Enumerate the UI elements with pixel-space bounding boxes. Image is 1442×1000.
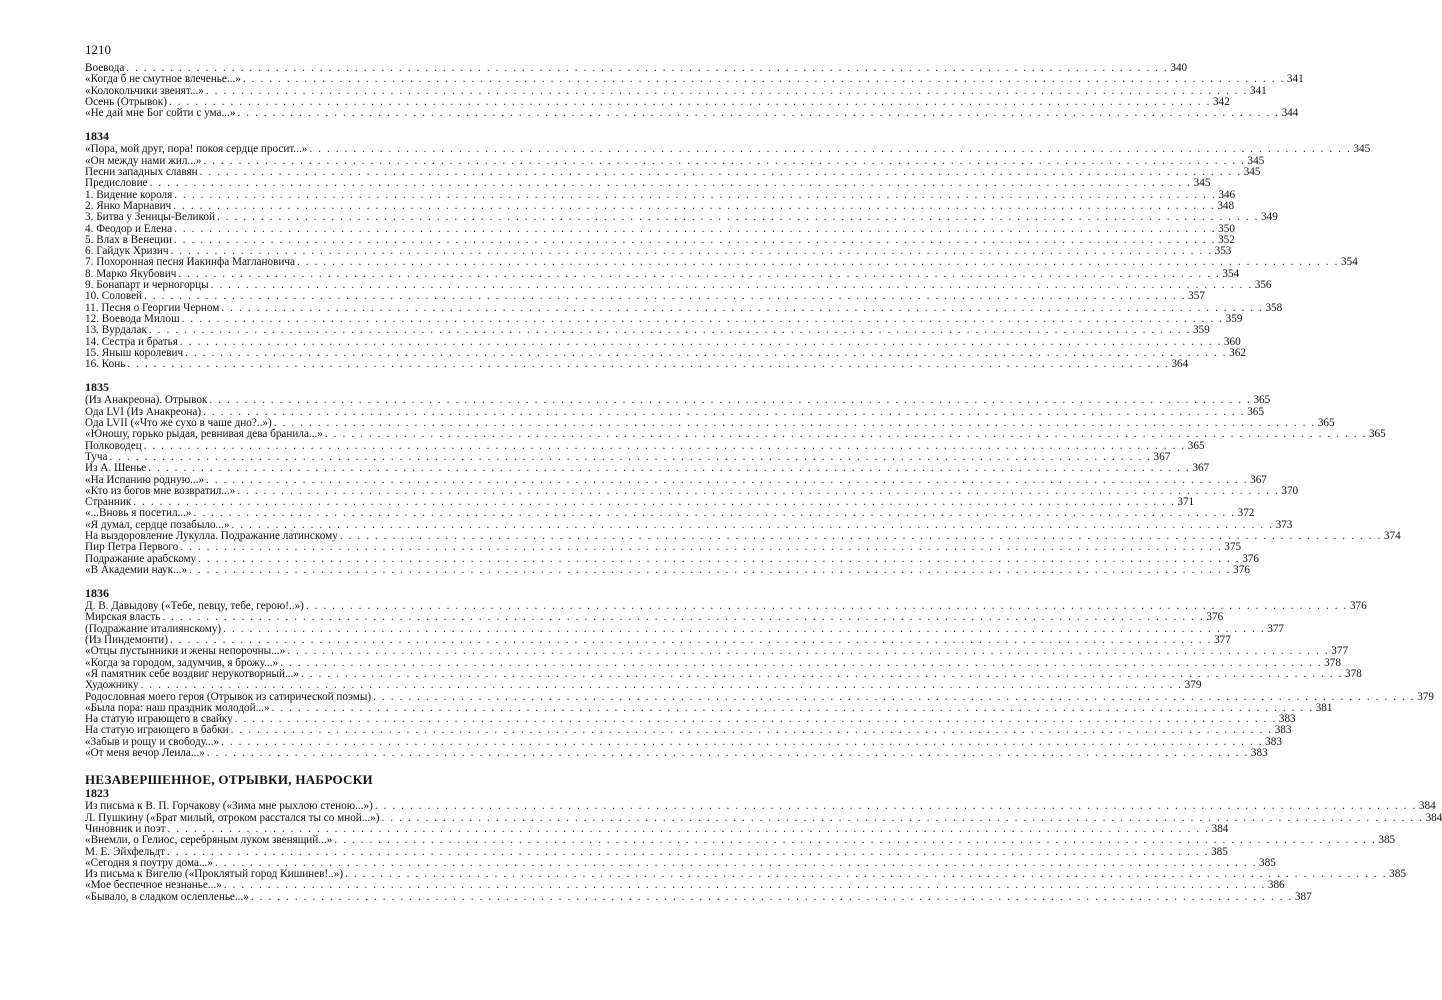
entry-title: 16. Конь [85,358,126,371]
dot-leader: . . . . . . . . . . . . . . . . . . . . . . . . . . . . . . . . . . . . . . . . . . . . . . . . . . . . . . . . . . . . . . . . . . . . . . . . . . . . . . . . . . . . . . . . . . . . . . . . . . . . . . . . . . . . . . . . . . . . . . . [168,95,1211,108]
entry-page-number: 365 [1317,417,1335,430]
entry-title: «Я памятник себе воздвиг нерукотворный...» [85,667,299,680]
entry-page-number: 372 [1237,507,1255,520]
entry-page-number: 384 [1425,811,1442,824]
dot-leader: . . . . . . . . . . . . . . . . . . . . . . . . . . . . . . . . . . . . . . . . . . . . . . . . . . . . . . . . . . . . . . . . . . . . . . . . . . . . . . . . . . . . . . . . . . . . . . . . . . . . . . . . . . . . . . . . . . . . . . . [126,62,1169,74]
entry-page-number: 364 [1171,358,1189,371]
dot-leader: . . . . . . . . . . . . . . . . . . . . . . . . . . . . . . . . . . . . . . . . . . . . . . . . . . . . . . . . . . . . . . . . . . . . . . . . . . . . . . . . . . . . . . . . . . . . . . . . . . . . . . . . . . . . . . . . . . . . . . . [280,656,1323,669]
dot-leader: . . . . . . . . . . . . . . . . . . . . . . . . . . . . . . . . . . . . . . . . . . . . . . . . . . . . . . . . . . . . . . . . . . . . . . . . . . . . . . . . . . . . . . . . . . . . . . . . . . . . . . . . . . . . . . . . . . . . . . . [271,701,1314,714]
dot-leader: . . . . . . . . . . . . . . . . . . . . . . . . . . . . . . . . . . . . . . . . . . . . . . . . . . . . . . . . . . . . . . . . . . . . . . . . . . . . . . . . . . . . . . . . . . . . . . . . . . . . . . . . . . . . . . . . . . . . . . . [170,245,1213,258]
dot-leader: . . . . . . . . . . . . . . . . . . . . . . . . . . . . . . . . . . . . . . . . . . . . . . . . . . . . . . . . . . . . . . . . . . . . . . . . . . . . . . . . . . . . . . . . . . . . . . . . . . . . . . . . . . . . . . . . . . . . . . . [179,335,1222,348]
entry-title: Осень (Отрывок) [85,95,167,108]
entry-page-number: 348 [1217,199,1235,212]
dot-leader: . . . . . . . . . . . . . . . . . . . . . . . . . . . . . . . . . . . . . . . . . . . . . . . . . . . . . . . . . . . . . . . . . . . . . . . . . . . . . . . . . . . . . . . . . . . . . . . . . . . . . . . . . . . . . . . . . . . . . . . [217,211,1260,224]
entry-title: Странник [85,496,132,509]
entry-title: Родословная моего героя (Отрывок из сатирической поэмы) [85,690,372,703]
entry-title: На выздоровление Лукулла. Подражание латинскому [85,529,338,542]
dot-leader: . . . . . . . . . . . . . . . . . . . . . . . . . . . . . . . . . . . . . . . . . . . . . . . . . . . . . . . . . . . . . . . . . . . . . . . . . . . . . . . . . . . . . . . . . . . . . . . . . . . . . . . . . . . . . . . . . . . . . . . [237,484,1280,497]
toc-entry [85,177,1211,190]
toc-entry [85,507,1255,520]
year-heading: 1835 [85,380,109,395]
entry-title: Мирская власть [85,611,161,624]
entry-title: «Не дай мне Бог сойти с ума...» [85,107,236,120]
toc-entry [85,747,1268,760]
entry-title: М. Е. Эйхфельдт [85,845,165,858]
dot-leader: . . . . . . . . . . . . . . . . . . . . . . . . . . . . . . . . . . . . . . . . . . . . . . . . . . . . . . . . . . . . . . . . . . . . . . . . . . . . . . . . . . . . . . . . . . . . . . . . . . . . . . . . . . . . . . . . . . . . . . . [133,496,1176,509]
entry-page-number: 345 [1247,154,1265,167]
entry-title: 14. Сестра и братья [85,335,178,348]
toc-entry [85,428,1386,441]
dot-leader: . . . . . . . . . . . . . . . . . . . . . . . . . . . . . . . . . . . . . . . . . . . . . . . . . . . . . . . . . . . . . . . . . . . . . . . . . . . . . . . . . . . . . . . . . . . . . . . . . . . . . . . . . . . . . . . . . . . . . . . [374,800,1417,813]
dot-leader: . . . . . . . . . . . . . . . . . . . . . . . . . . . . . . . . . . . . . . . . . . . . . . . . . . . . . . . . . . . . . . . . . . . . . . . . . . . . . . . . . . . . . . . . . . . . . . . . . . . . . . . . . . . . . . . . . . . . . . . [174,233,1217,246]
dot-leader: . . . . . . . . . . . . . . . . . . . . . . . . . . . . . . . . . . . . . . . . . . . . . . . . . . . . . . . . . . . . . . . . . . . . . . . . . . . . . . . . . . . . . . . . . . . . . . . . . . . . . . . . . . . . . . . . . . . . . . . [221,735,1264,748]
dot-leader: . . . . . . . . . . . . . . . . . . . . . . . . . . . . . . . . . . . . . . . . . . . . . . . . . . . . . . . . . . . . . . . . . . . . . . . . . . . . . . . . . . . . . . . . . . . . . . . . . . . . . . . . . . . . . . . . . . . . . . . [305,600,1348,613]
entry-page-number: 353 [1214,245,1232,258]
entry-page-number: 376 [1206,611,1224,624]
entry-title: Из письма к Вигелю («Проклятый город Кишинев!..») [85,868,344,881]
dot-leader: . . . . . . . . . . . . . . . . . . . . . . . . . . . . . . . . . . . . . . . . . . . . . . . . . . . . . . . . . . . . . . . . . . . . . . . . . . . . . . . . . . . . . . . . . . . . . . . . . . . . . . . . . . . . . . . . . . . . . . . [144,290,1187,303]
entry-title: Художнику [85,679,139,692]
entry-page-number: 377 [1331,645,1349,658]
section-heading: НЕЗАВЕРШЕННОЕ, ОТРЫВКИ, НАБРОСКИ [85,772,373,788]
entry-title: (Из Анакреона). Отрывок [85,394,208,407]
toc-entry [85,107,1299,120]
entry-title: «Пора, мой друг, пора! покоя сердце просит...» [85,143,308,156]
entry-page-number: 381 [1315,701,1333,714]
entry-title: «Когда б не смутное влеченье...» [85,73,241,86]
dot-leader: . . . . . . . . . . . . . . . . . . . . . . . . . . . . . . . . . . . . . . . . . . . . . . . . . . . . . . . . . . . . . . . . . . . . . . . . . . . . . . . . . . . . . . . . . . . . . . . . . . . . . . . . . . . . . . . . . . . . . . . [273,417,1316,430]
entry-title: «Кто из богов мне возвратил...» [85,484,236,497]
entry-page-number: 383 [1250,747,1268,760]
dot-leader: . . . . . . . . . . . . . . . . . . . . . . . . . . . . . . . . . . . . . . . . . . . . . . . . . . . . . . . . . . . . . . . . . . . . . . . . . . . . . . . . . . . . . . . . . . . . . . . . . . . . . . . . . . . . . . . . . . . . . . . [185,346,1228,359]
dot-leader: . . . . . . . . . . . . . . . . . . . . . . . . . . . . . . . . . . . . . . . . . . . . . . . . . . . . . . . . . . . . . . . . . . . . . . . . . . . . . . . . . . . . . . . . . . . . . . . . . . . . . . . . . . . . . . . . . . . . . . . [174,188,1217,201]
entry-page-number: 367 [1250,473,1267,486]
entry-page-number: 356 [1254,279,1272,292]
entry-page-number: 357 [1188,290,1205,303]
entry-page-number: 359 [1225,312,1243,325]
entry-title: «Была пора: наш праздник молодой...» [85,701,270,714]
entry-title: 4. Феодор и Елена [85,222,173,235]
dot-leader: . . . . . . . . . . . . . . . . . . . . . . . . . . . . . . . . . . . . . . . . . . . . . . . . . . . . . . . . . . . . . . . . . . . . . . . . . . . . . . . . . . . . . . . . . . . . . . . . . . . . . . . . . . . . . . . . . . . . . . . [180,541,1223,554]
entry-page-number: 373 [1275,518,1293,531]
entry-title: 11. Песня о Георгии Черном [85,301,220,314]
entry-page-number: 385 [1378,834,1396,847]
dot-leader: . . . . . . . . . . . . . . . . . . . . . . . . . . . . . . . . . . . . . . . . . . . . . . . . . . . . . . . . . . . . . . . . . . . . . . . . . . . . . . . . . . . . . . . . . . . . . . . . . . . . . . . . . . . . . . . . . . . . . . . [167,845,1210,858]
dot-leader: . . . . . . . . . . . . . . . . . . . . . . . . . . . . . . . . . . . . . . . . . . . . . . . . . . . . . . . . . . . . . . . . . . . . . . . . . . . . . . . . . . . . . . . . . . . . . . . . . . . . . . . . . . . . . . . . . . . . . . . [334,834,1377,847]
entry-title: Воевода [85,62,125,74]
entry-title: 5. Влах в Венеции [85,233,173,246]
entry-title: 15. Яныш королевич [85,346,184,359]
entry-title: Туча [85,450,108,463]
entry-page-number: 341 [1286,73,1304,86]
dot-leader: . . . . . . . . . . . . . . . . . . . . . . . . . . . . . . . . . . . . . . . . . . . . . . . . . . . . . . . . . . . . . . . . . . . . . . . . . . . . . . . . . . . . . . . . . . . . . . . . . . . . . . . . . . . . . . . . . . . . . . . [199,166,1242,179]
entry-title: «Сегодня я поутру дома...» [85,856,213,869]
dot-leader: . . . . . . . . . . . . . . . . . . . . . . . . . . . . . . . . . . . . . . . . . . . . . . . . . . . . . . . . . . . . . . . . . . . . . . . . . . . . . . . . . . . . . . . . . . . . . . . . . . . . . . . . . . . . . . . . . . . . . . . [143,439,1186,452]
dot-leader: . . . . . . . . . . . . . . . . . . . . . . . . . . . . . . . . . . . . . . . . . . . . . . . . . . . . . . . . . . . . . . . . . . . . . . . . . . . . . . . . . . . . . . . . . . . . . . . . . . . . . . . . . . . . . . . . . . . . . . . [127,358,1170,371]
entry-page-number: 354 [1222,267,1240,280]
entry-title: 10. Соловей [85,290,143,303]
entry-title: «Юношу, горько рыдая, ревнивая дева бранила...» [85,428,323,441]
dot-leader: . . . . . . . . . . . . . . . . . . . . . . . . . . . . . . . . . . . . . . . . . . . . . . . . . . . . . . . . . . . . . . . . . . . . . . . . . . . . . . . . . . . . . . . . . . . . . . . . . . . . . . . . . . . . . . . . . . . . . . . [148,462,1191,475]
entry-title: «Я думал, сердце позабыло...» [85,518,230,531]
entry-page-number: 375 [1224,541,1242,554]
entry-page-number: 378 [1324,656,1341,669]
entry-page-number: 376 [1242,552,1259,565]
dot-leader: . . . . . . . . . . . . . . . . . . . . . . . . . . . . . . . . . . . . . . . . . . . . . . . . . . . . . . . . . . . . . . . . . . . . . . . . . . . . . . . . . . . . . . . . . . . . . . . . . . . . . . . . . . . . . . . . . . . . . . . [178,267,1221,280]
dot-leader: . . . . . . . . . . . . . . . . . . . . . . . . . . . . . . . . . . . . . . . . . . . . . . . . . . . . . . . . . . . . . . . . . . . . . . . . . . . . . . . . . . . . . . . . . . . . . . . . . . . . . . . . . . . . . . . . . . . . . . . [167,822,1210,835]
toc-entry [85,358,1189,371]
entry-page-number: 371 [1177,496,1195,509]
entry-title: Д. В. Давыдову («Тебе, певцу, тебе, герою!..») [85,600,304,613]
toc-entry [85,324,1210,337]
dot-leader: . . . . . . . . . . . . . . . . . . . . . . . . . . . . . . . . . . . . . . . . . . . . . . . . . . . . . . . . . . . . . . . . . . . . . . . . . . . . . . . . . . . . . . . . . . . . . . . . . . . . . . . . . . . . . . . . . . . . . . . [193,507,1236,520]
entry-title: Полководец [85,439,142,452]
entry-title: (Подражание италиянскому) [85,622,222,635]
toc-entry [85,211,1278,224]
dot-leader: . . . . . . . . . . . . . . . . . . . . . . . . . . . . . . . . . . . . . . . . . . . . . . . . . . . . . . . . . . . . . . . . . . . . . . . . . . . . . . . . . . . . . . . . . . . . . . . . . . . . . . . . . . . . . . . . . . . . . . . [231,518,1274,531]
entry-page-number: 376 [1233,563,1250,576]
entry-title: Ода LVI (Из Анакреона) [85,405,202,418]
entry-title: Подражание арабскому [85,552,197,565]
entry-page-number: 346 [1218,188,1236,201]
dot-leader: . . . . . . . . . . . . . . . . . . . . . . . . . . . . . . . . . . . . . . . . . . . . . . . . . . . . . . . . . . . . . . . . . . . . . . . . . . . . . . . . . . . . . . . . . . . . . . . . . . . . . . . . . . . . . . . . . . . . . . . [339,529,1382,542]
entry-page-number: 370 [1281,484,1299,497]
entry-title: 6. Гайдук Хризич [85,245,169,258]
entry-title: «Забыв и рощу и свободу...» [85,735,220,748]
toc-entry [85,541,1242,554]
toc-entry [85,645,1349,658]
dot-leader: . . . . . . . . . . . . . . . . . . . . . . . . . . . . . . . . . . . . . . . . . . . . . . . . . . . . . . . . . . . . . . . . . . . . . . . . . . . . . . . . . . . . . . . . . . . . . . . . . . . . . . . . . . . . . . . . . . . . . . . [210,279,1253,292]
entry-page-number: 341 [1249,84,1267,97]
entry-title: «Отцы пустынники и жены непорочны...» [85,645,286,658]
toc-entry [85,890,1312,903]
entry-title: «Внемли, о Гелиос, серебряным луком звенящий...» [85,834,333,847]
entry-page-number: 365 [1187,439,1205,452]
dot-leader: . . . . . . . . . . . . . . . . . . . . . . . . . . . . . . . . . . . . . . . . . . . . . . . . . . . . . . . . . . . . . . . . . . . . . . . . . . . . . . . . . . . . . . . . . . . . . . . . . . . . . . . . . . . . . . . . . . . . . . . [140,679,1183,692]
page-number: 1210 [85,42,111,57]
toc-entry [85,679,1202,692]
entry-page-number: 345 [1353,143,1371,156]
dot-leader: . . . . . . . . . . . . . . . . . . . . . . . . . . . . . . . . . . . . . . . . . . . . . . . . . . . . . . . . . . . . . . . . . . . . . . . . . . . . . . . . . . . . . . . . . . . . . . . . . . . . . . . . . . . . . . . . . . . . . . . [221,301,1264,314]
entry-title: Ода LVII («Что же сухо в чаше дно?..») [85,417,272,430]
toc-entry [85,800,1436,813]
entry-title: Л. Пушкину («Брат милый, отроком расстался ты со мной...») [85,811,380,824]
entry-title: 2. Янко Марнавич [85,199,172,212]
entry-page-number: 342 [1213,95,1230,108]
dot-leader: . . . . . . . . . . . . . . . . . . . . . . . . . . . . . . . . . . . . . . . . . . . . . . . . . . . . . . . . . . . . . . . . . . . . . . . . . . . . . . . . . . . . . . . . . . . . . . . . . . . . . . . . . . . . . . . . . . . . . . . [287,645,1330,658]
dot-leader: . . . . . . . . . . . . . . . . . . . . . . . . . . . . . . . . . . . . . . . . . . . . . . . . . . . . . . . . . . . . . . . . . . . . . . . . . . . . . . . . . . . . . . . . . . . . . . . . . . . . . . . . . . . . . . . . . . . . . . . [189,563,1232,576]
entry-title: Чиновник и поэт [85,822,166,835]
toc-entry [85,879,1285,892]
dot-leader: . . . . . . . . . . . . . . . . . . . . . . . . . . . . . . . . . . . . . . . . . . . . . . . . . . . . . . . . . . . . . . . . . . . . . . . . . . . . . . . . . . . . . . . . . . . . . . . . . . . . . . . . . . . . . . . . . . . . . . . [174,222,1217,235]
entry-title: 9. Бонапарт и черногорцы [85,279,209,292]
dot-leader: . . . . . . . . . . . . . . . . . . . . . . . . . . . . . . . . . . . . . . . . . . . . . . . . . . . . . . . . . . . . . . . . . . . . . . . . . . . . . . . . . . . . . . . . . . . . . . . . . . . . . . . . . . . . . . . . . . . . . . . [181,312,1224,325]
entry-title: «На Испанию родную...» [85,473,205,486]
entry-page-number: 379 [1184,679,1202,692]
entry-title: 13. Вурдалак [85,324,147,337]
entry-title: «От меня вечор Леила...» [85,747,205,760]
entry-page-number: 385 [1259,856,1276,869]
toc-entry [85,462,1210,475]
dot-leader: . . . . . . . . . . . . . . . . . . . . . . . . . . . . . . . . . . . . . . . . . . . . . . . . . . . . . . . . . . . . . . . . . . . . . . . . . . . . . . . . . . . . . . . . . . . . . . . . . . . . . . . . . . . . . . . . . . . . . . . [242,73,1285,86]
dot-leader: . . . . . . . . . . . . . . . . . . . . . . . . . . . . . . . . . . . . . . . . . . . . . . . . . . . . . . . . . . . . . . . . . . . . . . . . . . . . . . . . . . . . . . . . . . . . . . . . . . . . . . . . . . . . . . . . . . . . . . . [148,324,1191,337]
entry-page-number: 358 [1265,301,1283,314]
dot-leader: . . . . . . . . . . . . . . . . . . . . . . . . . . . . . . . . . . . . . . . . . . . . . . . . . . . . . . . . . . . . . . . . . . . . . . . . . . . . . . . . . . . . . . . . . . . . . . . . . . . . . . . . . . . . . . . . . . . . . . . [381,811,1424,824]
entry-title: 8. Марко Якубович [85,267,177,280]
dot-leader: . . . . . . . . . . . . . . . . . . . . . . . . . . . . . . . . . . . . . . . . . . . . . . . . . . . . . . . . . . . . . . . . . . . . . . . . . . . . . . . . . . . . . . . . . . . . . . . . . . . . . . . . . . . . . . . . . . . . . . . [203,154,1246,167]
dot-leader: . . . . . . . . . . . . . . . . . . . . . . . . . . . . . . . . . . . . . . . . . . . . . . . . . . . . . . . . . . . . . . . . . . . . . . . . . . . . . . . . . . . . . . . . . . . . . . . . . . . . . . . . . . . . . . . . . . . . . . . [173,199,1216,212]
entry-title: Пир Петра Первого [85,541,179,554]
dot-leader: . . . . . . . . . . . . . . . . . . . . . . . . . . . . . . . . . . . . . . . . . . . . . . . . . . . . . . . . . . . . . . . . . . . . . . . . . . . . . . . . . . . . . . . . . . . . . . . . . . . . . . . . . . . . . . . . . . . . . . . [230,724,1273,737]
entry-page-number: 377 [1214,634,1231,647]
entry-page-number: 345 [1193,177,1211,190]
dot-leader: . . . . . . . . . . . . . . . . . . . . . . . . . . . . . . . . . . . . . . . . . . . . . . . . . . . . . . . . . . . . . . . . . . . . . . . . . . . . . . . . . . . . . . . . . . . . . . . . . . . . . . . . . . . . . . . . . . . . . . . [300,667,1343,680]
dot-leader: . . . . . . . . . . . . . . . . . . . . . . . . . . . . . . . . . . . . . . . . . . . . . . . . . . . . . . . . . . . . . . . . . . . . . . . . . . . . . . . . . . . . . . . . . . . . . . . . . . . . . . . . . . . . . . . . . . . . . . . [373,690,1416,703]
entry-title: 12. Воевода Милош [85,312,180,325]
dot-leader: . . . . . . . . . . . . . . . . . . . . . . . . . . . . . . . . . . . . . . . . . . . . . . . . . . . . . . . . . . . . . . . . . . . . . . . . . . . . . . . . . . . . . . . . . . . . . . . . . . . . . . . . . . . . . . . . . . . . . . . [198,552,1241,565]
entry-title: На статую играющего в свайку [85,713,233,726]
entry-page-number: 350 [1218,222,1235,235]
dot-leader: . . . . . . . . . . . . . . . . . . . . . . . . . . . . . . . . . . . . . . . . . . . . . . . . . . . . . . . . . . . . . . . . . . . . . . . . . . . . . . . . . . . . . . . . . . . . . . . . . . . . . . . . . . . . . . . . . . . . . . . [109,450,1152,463]
entry-page-number: 383 [1274,724,1292,737]
entry-page-number: 379 [1417,690,1434,703]
entry-title: 1. Видение короля [85,188,173,201]
entry-title: 3. Битва у Зеницы-Великой [85,211,215,224]
toc-entry [85,73,1304,86]
entry-page-number: 377 [1267,622,1284,635]
entry-title: Предисловие [85,177,148,190]
dot-leader: . . . . . . . . . . . . . . . . . . . . . . . . . . . . . . . . . . . . . . . . . . . . . . . . . . . . . . . . . . . . . . . . . . . . . . . . . . . . . . . . . . . . . . . . . . . . . . . . . . . . . . . . . . . . . . . . . . . . . . . [209,394,1252,407]
entry-page-number: 360 [1223,335,1241,348]
toc-entry [85,834,1396,847]
entry-page-number: 367 [1192,462,1210,475]
entry-page-number: 384 [1418,800,1436,813]
toc-entry [85,563,1250,576]
entry-page-number: 386 [1267,879,1285,892]
entry-title: «Когда за городом, задумчив, я брожу...» [85,656,279,669]
entry-page-number: 384 [1211,822,1229,835]
dot-leader: . . . . . . . . . . . . . . . . . . . . . . . . . . . . . . . . . . . . . . . . . . . . . . . . . . . . . . . . . . . . . . . . . . . . . . . . . . . . . . . . . . . . . . . . . . . . . . . . . . . . . . . . . . . . . . . . . . . . . . . [203,405,1246,418]
entry-title: «Мое беспечное незнанье...» [85,879,222,892]
entry-title: «Бывало, в сладком ослепленье...» [85,890,249,903]
entry-title: 7. Похоронная песня Иакинфа Маглановича [85,256,295,269]
entry-page-number: 354 [1341,256,1358,269]
entry-page-number: 383 [1265,735,1282,748]
entry-page-number: 387 [1294,890,1312,903]
entry-title: Из А. Шенье [85,462,147,475]
table-of-contents [85,62,1442,903]
dot-leader: . . . . . . . . . . . . . . . . . . . . . . . . . . . . . . . . . . . . . . . . . . . . . . . . . . . . . . . . . . . . . . . . . . . . . . . . . . . . . . . . . . . . . . . . . . . . . . . . . . . . . . . . . . . . . . . . . . . . . . . [309,143,1352,156]
entry-title: Песни западных славян [85,166,198,179]
entry-page-number: 349 [1261,211,1278,224]
year-heading: 1836 [85,586,109,601]
entry-page-number: 383 [1278,713,1296,726]
dot-leader: . . . . . . . . . . . . . . . . . . . . . . . . . . . . . . . . . . . . . . . . . . . . . . . . . . . . . . . . . . . . . . . . . . . . . . . . . . . . . . . . . . . . . . . . . . . . . . . . . . . . . . . . . . . . . . . . . . . . . . . [162,611,1205,624]
dot-leader: . . . . . . . . . . . . . . . . . . . . . . . . . . . . . . . . . . . . . . . . . . . . . . . . . . . . . . . . . . . . . . . . . . . . . . . . . . . . . . . . . . . . . . . . . . . . . . . . . . . . . . . . . . . . . . . . . . . . . . . [214,856,1258,869]
entry-title: «...Вновь я посетил...» [85,507,192,520]
dot-leader: . . . . . . . . . . . . . . . . . . . . . . . . . . . . . . . . . . . . . . . . . . . . . . . . . . . . . . . . . . . . . . . . . . . . . . . . . . . . . . . . . . . . . . . . . . . . . . . . . . . . . . . . . . . . . . . . . . . . . . . [345,868,1388,881]
entry-title: «Колокольчики звенят...» [85,84,204,97]
dot-leader: . . . . . . . . . . . . . . . . . . . . . . . . . . . . . . . . . . . . . . . . . . . . . . . . . . . . . . . . . . . . . . . . . . . . . . . . . . . . . . . . . . . . . . . . . . . . . . . . . . . . . . . . . . . . . . . . . . . . . . . [223,879,1266,892]
entry-page-number: 374 [1383,529,1401,542]
year-heading: 1823 [85,786,109,801]
entry-title: «В Академии наук...» [85,563,188,576]
dot-leader: . . . . . . . . . . . . . . . . . . . . . . . . . . . . . . . . . . . . . . . . . . . . . . . . . . . . . . . . . . . . . . . . . . . . . . . . . . . . . . . . . . . . . . . . . . . . . . . . . . . . . . . . . . . . . . . . . . . . . . . [234,713,1277,726]
entry-page-number: 365 [1253,394,1271,407]
dot-leader: . . . . . . . . . . . . . . . . . . . . . . . . . . . . . . . . . . . . . . . . . . . . . . . . . . . . . . . . . . . . . . . . . . . . . . . . . . . . . . . . . . . . . . . . . . . . . . . . . . . . . . . . . . . . . . . . . . . . . . . [250,890,1293,903]
entry-page-number: 365 [1247,405,1264,418]
dot-leader: . . . . . . . . . . . . . . . . . . . . . . . . . . . . . . . . . . . . . . . . . . . . . . . . . . . . . . . . . . . . . . . . . . . . . . . . . . . . . . . . . . . . . . . . . . . . . . . . . . . . . . . . . . . . . . . . . . . . . . . [149,177,1192,190]
entry-title: Из письма к В. П. Горчакову («Зима мне рыхлою стеною...») [85,800,373,813]
dot-leader: . . . . . . . . . . . . . . . . . . . . . . . . . . . . . . . . . . . . . . . . . . . . . . . . . . . . . . . . . . . . . . . . . . . . . . . . . . . . . . . . . . . . . . . . . . . . . . . . . . . . . . . . . . . . . . . . . . . . . . . [237,107,1280,120]
year-heading: 1834 [85,129,109,144]
entry-page-number: 344 [1281,107,1299,120]
entry-title: На статую играющего в бабки [85,724,229,737]
entry-page-number: 359 [1192,324,1210,337]
entry-page-number: 352 [1218,233,1235,246]
entry-page-number: 362 [1229,346,1246,359]
entry-page-number: 385 [1211,845,1228,858]
entry-page-number: 367 [1153,450,1171,463]
entry-title: (Из Пиндемонти) [85,634,168,647]
entry-page-number: 376 [1349,600,1367,613]
entry-page-number: 365 [1368,428,1386,441]
dot-leader: . . . . . . . . . . . . . . . . . . . . . . . . . . . . . . . . . . . . . . . . . . . . . . . . . . . . . . . . . . . . . . . . . . . . . . . . . . . . . . . . . . . . . . . . . . . . . . . . . . . . . . . . . . . . . . . . . . . . . . . [206,473,1249,486]
entry-page-number: 385 [1389,868,1406,881]
entry-page-number: 345 [1243,166,1261,179]
dot-leader: . . . . . . . . . . . . . . . . . . . . . . . . . . . . . . . . . . . . . . . . . . . . . . . . . . . . . . . . . . . . . . . . . . . . . . . . . . . . . . . . . . . . . . . . . . . . . . . . . . . . . . . . . . . . . . . . . . . . . . . [223,622,1266,635]
dot-leader: . . . . . . . . . . . . . . . . . . . . . . . . . . . . . . . . . . . . . . . . . . . . . . . . . . . . . . . . . . . . . . . . . . . . . . . . . . . . . . . . . . . . . . . . . . . . . . . . . . . . . . . . . . . . . . . . . . . . . . . [324,428,1367,441]
dot-leader: . . . . . . . . . . . . . . . . . . . . . . . . . . . . . . . . . . . . . . . . . . . . . . . . . . . . . . . . . . . . . . . . . . . . . . . . . . . . . . . . . . . . . . . . . . . . . . . . . . . . . . . . . . . . . . . . . . . . . . . [206,747,1249,760]
entry-title: «Он между нами жил...» [85,154,202,167]
toc-entry [85,290,1205,303]
dot-leader: . . . . . . . . . . . . . . . . . . . . . . . . . . . . . . . . . . . . . . . . . . . . . . . . . . . . . . . . . . . . . . . . . . . . . . . . . . . . . . . . . . . . . . . . . . . . . . . . . . . . . . . . . . . . . . . . . . . . . . . [296,256,1339,269]
entry-page-number: 378 [1345,667,1362,680]
dot-leader: . . . . . . . . . . . . . . . . . . . . . . . . . . . . . . . . . . . . . . . . . . . . . . . . . . . . . . . . . . . . . . . . . . . . . . . . . . . . . . . . . . . . . . . . . . . . . . . . . . . . . . . . . . . . . . . . . . . . . . . [205,84,1248,97]
entry-page-number: 340 [1170,62,1188,74]
dot-leader: . . . . . . . . . . . . . . . . . . . . . . . . . . . . . . . . . . . . . . . . . . . . . . . . . . . . . . . . . . . . . . . . . . . . . . . . . . . . . . . . . . . . . . . . . . . . . . . . . . . . . . . . . . . . . . . . . . . . . . . [170,634,1213,647]
